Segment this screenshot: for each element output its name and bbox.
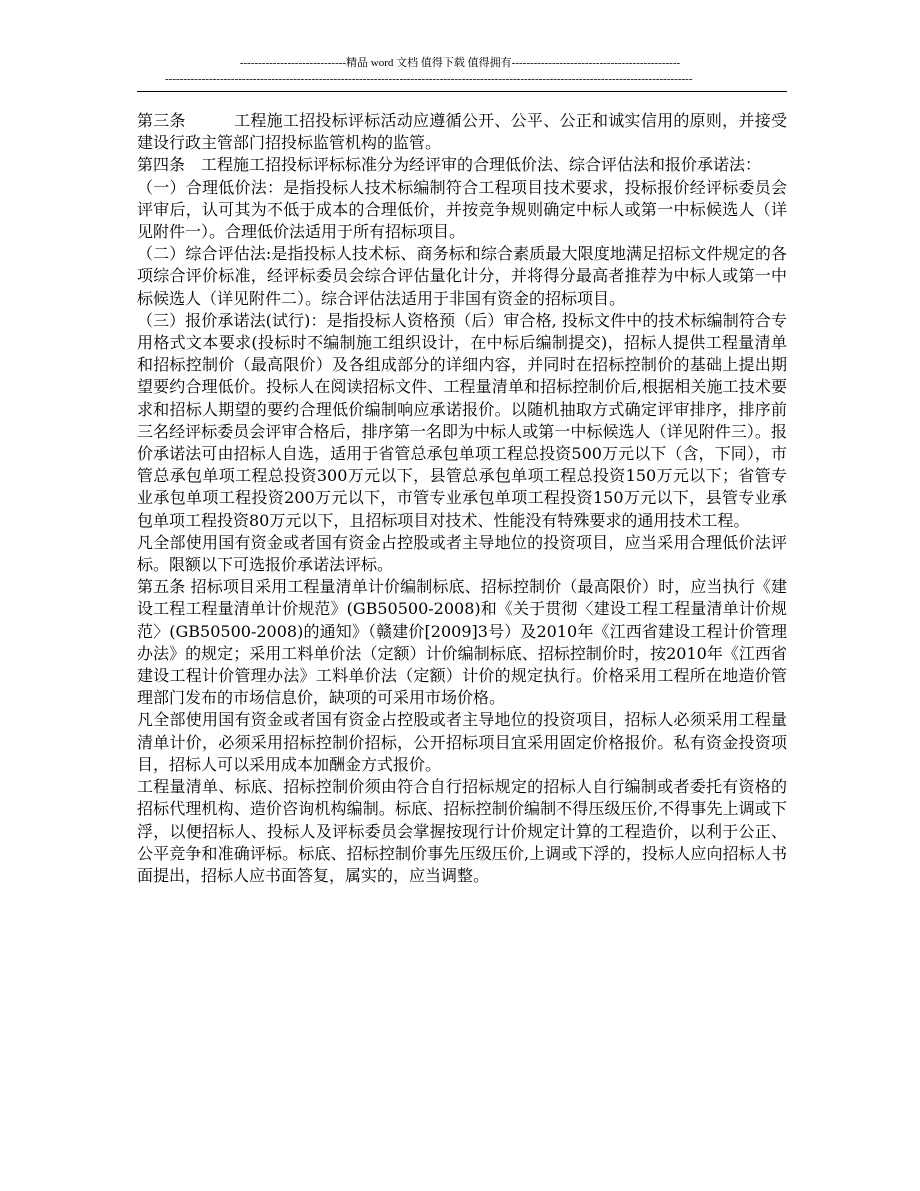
method-2-paragraph: （二）综合评估法:是指投标人技术标、商务标和综合素质最大限度地满足招标文件规定的各项综合评价标准，经评标委员会综合评估量化计分，并将得分最高者推荐为中标人或第一中标候选人（详见附件二）。综合评估法适用于非国有资金的招标项目。 (137, 244, 787, 308)
article-3-text: 工程施工招投标评标活动应遵循公开、公平、公正和诚实信用的原则，并接受建设行政主管部门招投标监管机构的监管。 (137, 111, 787, 153)
method-1-paragraph: （一）合理低价法：是指投标人技术标编制符合工程项目技术要求，投标报价经评标委员会评审后，认可其为不低于成本的合理低价，并按竞争规则确定中标人或第一中标候选人（详见附件一）。合理低价法适用于所有招标项目。 (137, 177, 787, 242)
method-3-paragraph: （三）报价承诺法(试行)：是指投标人资格预（后）审合格, 投标文件中的技术标编制符合专用格式文本要求(投标时不编制施工组织设计，在中标后编制提交)，招标人提供工程量清单和招标控制价（最高限价）及各组成部分的详细内容，并同时在招标控制价的基础上提出期望要约合理低价。投标人在阅读招标文件、工程量清单和招标控制价后,根据相关施工技术要求和招标人期望的要约合理低价编制响应承诺报价。以随机抽取方式确定评审排序，排序前三名经评标委员会评审合格后，排序第一名即为中标人或第一中标候选人（详见附件三）。报价承诺法可由招标人自选，适用于省管总承包单项工程总投资500万元以下（含，下同），市管总承包单项工程总投资300万元以下，县管总承包单项工程总投资150万元以下；省管专业承包单项工程投资200万元以下，市管专业承包单项工程投资150万元以下，县管专业承包单项工程投资80万元以下，且招标项目对技术、性能没有特殊要求的通用技术工程。 (137, 310, 787, 530)
article-3-paragraph (137, 110, 787, 154)
article-3-number: 第三条 (137, 111, 186, 130)
header-dashes: ------------------------------------------------------------------------------------------------------------------------------------------------ (165, 73, 693, 85)
bill-of-quantities-paragraph: 凡全部使用国有资金或者国有资金占控股或者主导地位的投资项目，招标人必须采用工程量清单计价，必须采用招标控制价招标，公开招标项目宜采用固定价格报价。私有资金投资项目，招标人可以采用成本加酬金方式报价。 (137, 710, 787, 774)
article-4-paragraph: 第四条 工程施工招投标评标标准分为经评审的合理低价法、综合评估法和报价承诺法： (137, 155, 762, 175)
header-banner: -----------------------------精品 word 文档 值得下载 值得拥有---------------------------------------------- (239, 57, 681, 69)
header-divider (137, 91, 787, 92)
document-body (137, 110, 787, 887)
control-price-paragraph: 工程量清单、标底、招标控制价须由符合自行招标规定的招标人自行编制或者委托有资格的招标代理机构、造价咨询机构编制。标底、招标控制价编制不得压级压价,不得事先上调或下浮，以便招标人、投标人及评标委员会掌握按现行计价规定计算的工程造价，以利于公正、公平竞争和准确评标。标底、招标控制价事先压级压价,上调或下浮的，投标人应向招标人书面提出，招标人应书面答复，属实的，应当调整。 (137, 777, 787, 885)
article-5-paragraph: 第五条 招标项目采用工程量清单计价编制标底、招标控制价（最高限价）时，应当执行《建设工程工程量清单计价规范》(GB50500-2008)和《关于贯彻〈建设工程工程量清单计价规范〉(GB50500-2008)的通知》（赣建价[2009]3号）及2010年《江西省建设工程计价管理办法》的规定；采用工料单价法（定额）计价编制标底、招标控制价时，按2010年《江西省建设工程计价管理办法》工料单价法（定额）计价的规定执行。价格采用工程所在地造价管理部门发布的市场信息价，缺项的可采用市场价格。 (137, 577, 787, 708)
state-funds-paragraph: 凡全部使用国有资金或者国有资金占控股或者主导地位的投资项目，应当采用合理低价法评标。限额以下可选报价承诺法评标。 (137, 532, 787, 575)
